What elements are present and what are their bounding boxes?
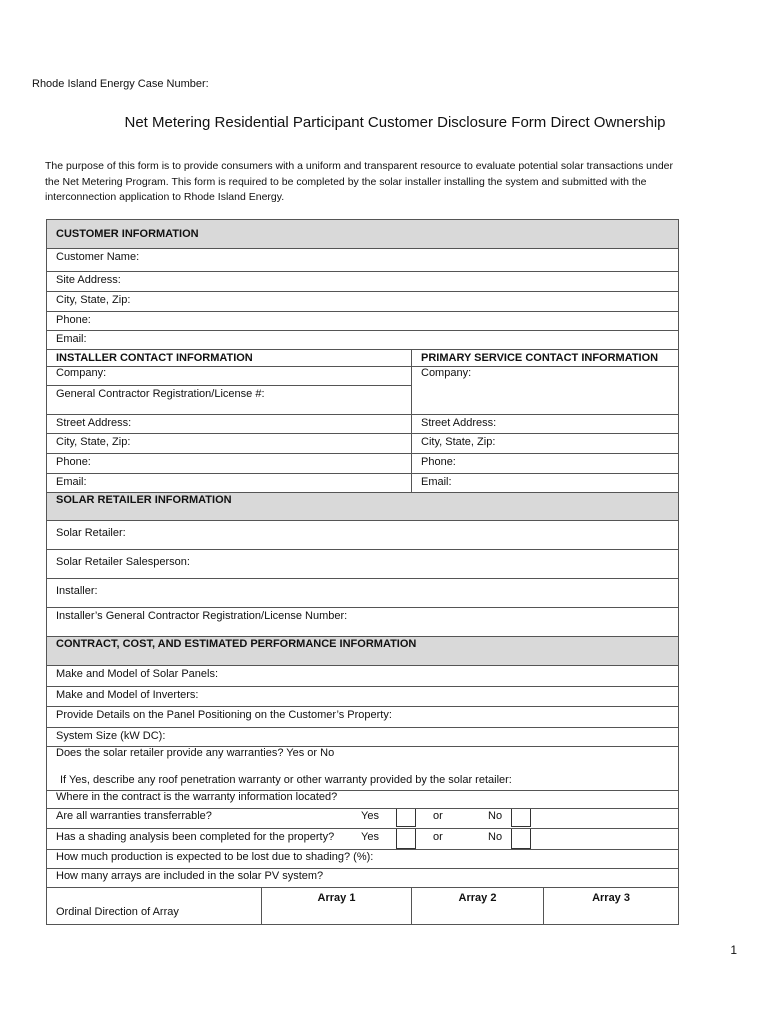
arrays-header-blank [47,888,262,905]
transferrable-or-label: or [433,810,443,822]
installer-company-field[interactable]: Company: [47,367,412,386]
array-1-direction-field[interactable] [262,904,412,924]
warranty-location-field[interactable]: Where in the contract is the warranty information located? [47,791,679,809]
customer-phone-field[interactable]: Phone: [47,312,679,331]
installer-contact-heading: INSTALLER CONTACT INFORMATION [47,350,412,367]
primary-city-state-zip-field[interactable]: City, State, Zip: [412,434,679,454]
shading-loss-field[interactable]: How much production is expected to be lost due to shading? (%): [47,850,679,869]
shading-yes-checkbox[interactable] [396,829,416,850]
installer-license-field[interactable]: General Contractor Registration/License #: [47,386,412,415]
installer-name-field[interactable]: Installer: [47,579,679,608]
primary-email-field[interactable]: Email: [412,474,679,493]
inverters-field[interactable]: Make and Model of Inverters: [47,687,679,707]
transferrable-row [47,809,679,829]
disclosure-form-table [46,219,679,925]
installer-email-field[interactable]: Email: [47,474,412,493]
transferrable-yes-label: Yes [361,810,379,822]
warranties-field[interactable] [47,747,679,791]
retailer-salesperson-field[interactable]: Solar Retailer Salesperson: [47,550,679,579]
solar-retailer-field[interactable]: Solar Retailer: [47,521,679,550]
warranty-detail-prompt: If Yes, describe any roof penetration warranty or other warranty provided by the solar retailer: [60,774,512,786]
customer-name-field[interactable]: Customer Name: [47,249,679,272]
shading-no-checkbox[interactable] [511,829,531,850]
primary-company-field[interactable]: Company: [412,367,679,415]
form-title: Net Metering Residential Participant Customer Disclosure Form Direct Ownership [124,114,666,131]
array-3-direction-field[interactable] [544,904,679,924]
installer-city-state-zip-field[interactable]: City, State, Zip: [47,434,412,454]
primary-service-heading: PRIMARY SERVICE CONTACT INFORMATION [412,350,679,367]
array-3-heading: Array 3 [544,888,679,905]
customer-email-field[interactable]: Email: [47,331,679,350]
installer-street-field[interactable]: Street Address: [47,415,412,434]
panel-positioning-field[interactable]: Provide Details on the Panel Positioning on the Customer’s Property: [47,707,679,728]
intro-paragraph [45,159,735,206]
arrays-count-field[interactable]: How many arrays are included in the solar PV system? [47,869,679,888]
transferrable-no-label: No [488,810,503,822]
installer-license-number-field[interactable]: Installer’s General Contractor Registration/License Number: [47,608,679,637]
array-1-heading: Array 1 [262,888,412,905]
installer-phone-field[interactable]: Phone: [47,454,412,474]
shading-yes-label: Yes [361,831,379,843]
primary-street-field[interactable]: Street Address: [412,415,679,434]
array-2-heading: Array 2 [412,888,544,905]
intro-line-2: the Net Metering Program. This form is required to be completed by the solar installer installing the system and submitted with the [45,175,647,188]
warranties-question: Does the solar retailer provide any warranties? Yes or No [56,747,335,759]
shading-no-label: No [488,831,503,843]
case-number-label: Rhode Island Energy Case Number: [32,78,209,90]
transferrable-yes-checkbox[interactable] [396,809,416,828]
ordinal-direction-label: Ordinal Direction of Array [47,904,262,924]
solar-panels-field[interactable]: Make and Model of Solar Panels: [47,666,679,687]
transferrable-question: Are all warranties transferrable? [56,810,212,822]
array-2-direction-field[interactable] [412,904,544,924]
shading-or-label: or [433,831,443,843]
shading-row [47,829,679,850]
system-size-field[interactable]: System Size (kW DC): [47,728,679,747]
page-number: 1 [730,943,737,957]
primary-phone-field[interactable]: Phone: [412,454,679,474]
site-address-field[interactable]: Site Address: [47,272,679,292]
transferrable-no-checkbox[interactable] [511,809,531,828]
shading-question: Has a shading analysis been completed for the property? [56,831,335,843]
intro-line-1: The purpose of this form is to provide consumers with a uniform and transparent resource to evaluate potential solar transactions under [45,160,673,172]
contract-info-heading: CONTRACT, COST, AND ESTIMATED PERFORMANCE INFORMATION [47,637,679,666]
customer-info-heading: CUSTOMER INFORMATION [47,220,679,249]
solar-retailer-heading: SOLAR RETAILER INFORMATION [47,493,679,521]
intro-line-3: interconnection application to Rhode Island Energy. [45,191,285,203]
customer-city-state-zip-field[interactable]: City, State, Zip: [47,292,679,312]
